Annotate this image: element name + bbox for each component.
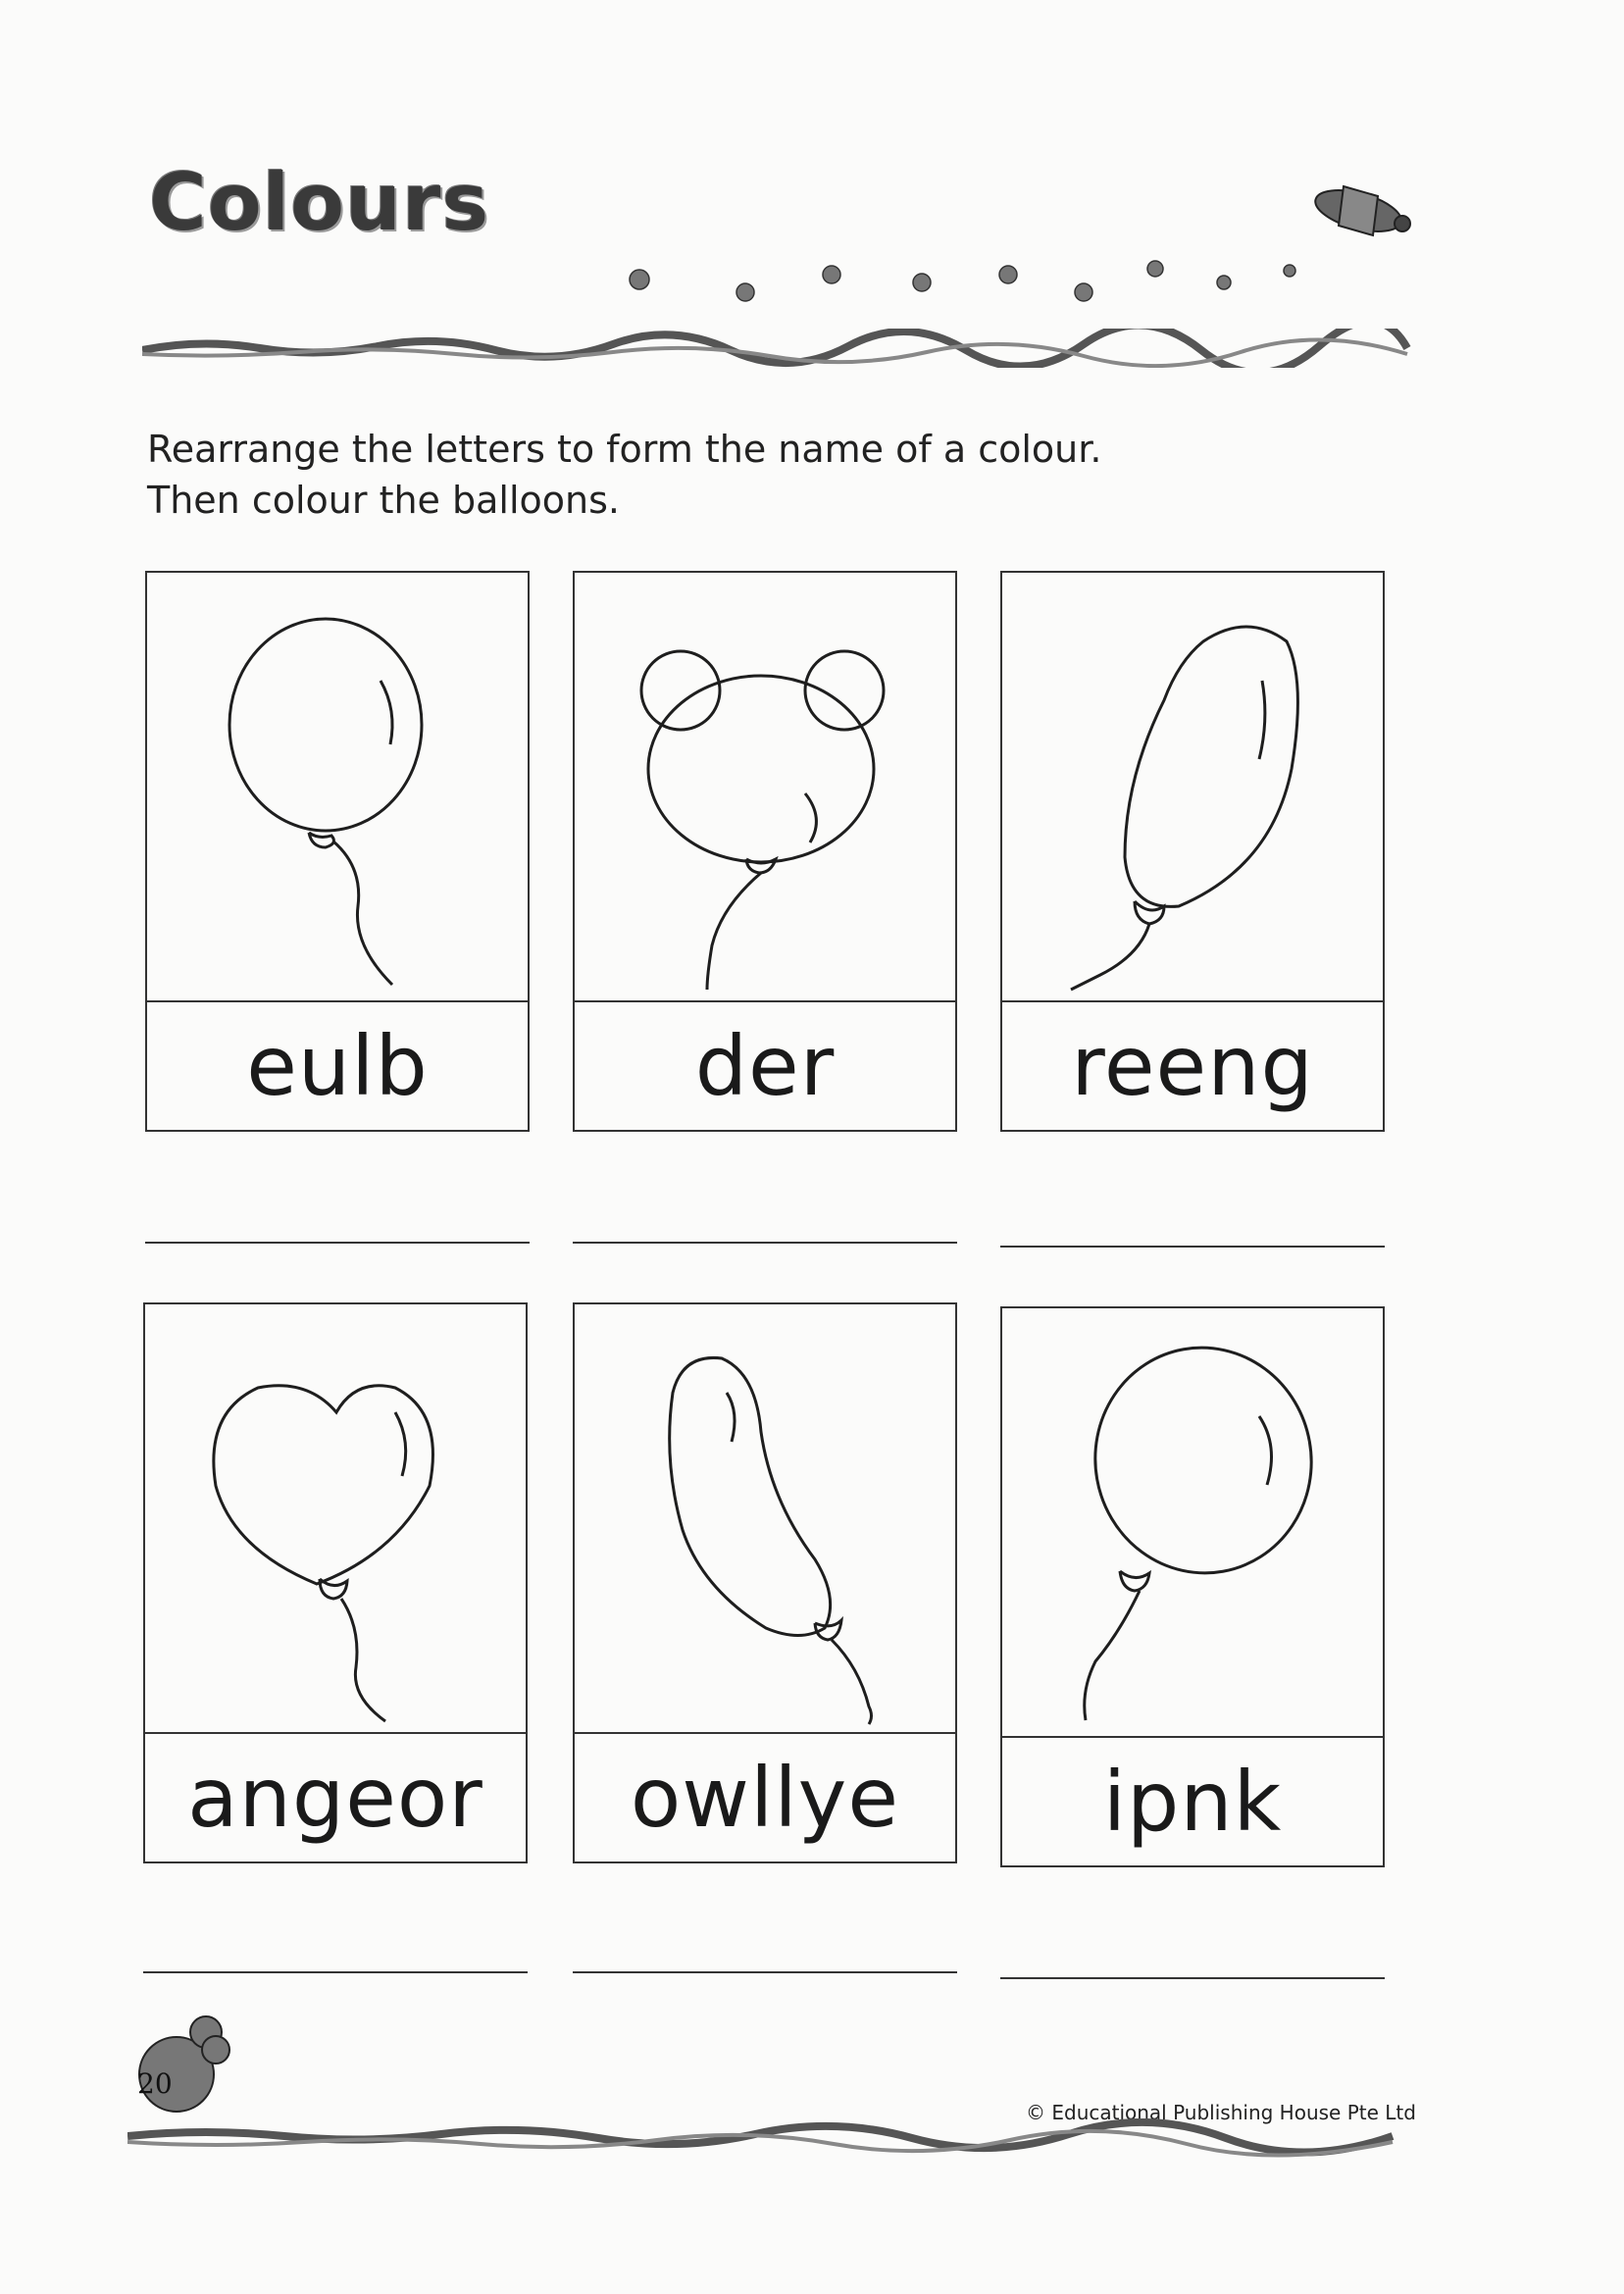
balloon-card-4 [143, 1302, 528, 1863]
instructions [147, 424, 1324, 526]
scrambled-word: owllye [630, 1750, 900, 1846]
instruction-line-1: Rearrange the letters to form the name of a colour. [147, 428, 1102, 471]
round-balloon-icon [1002, 1308, 1383, 1734]
bear-mascot-icon [127, 2011, 235, 2118]
scrambled-word: ipnk [1102, 1754, 1283, 1850]
heart-balloon-icon [145, 1304, 526, 1730]
long-balloon-icon [575, 1304, 955, 1730]
answer-line-5[interactable] [573, 1971, 957, 1973]
instruction-line-2: Then colour the balloons. [147, 479, 620, 522]
copyright-text: © Educational Publishing House Pte Ltd [1026, 2101, 1416, 2124]
bear-balloon-icon [575, 573, 955, 998]
balloon-picture [575, 573, 955, 1002]
scrambled-word: eulb [246, 1018, 429, 1114]
balloon-card-3 [1000, 571, 1385, 1132]
airplane-icon [1311, 182, 1410, 239]
airplane-trail-decoration [588, 167, 1451, 324]
grass-divider [142, 329, 1417, 368]
balloon-card-5 [573, 1302, 957, 1863]
balloon-card-2 [573, 571, 957, 1132]
page-number: 20 [137, 2067, 173, 2100]
page-title: Colours [149, 157, 490, 248]
answer-line-4[interactable] [143, 1971, 528, 1973]
scrambled-word: der [694, 1018, 836, 1114]
flower-trail-icon [630, 261, 1295, 301]
round-balloon-icon [147, 573, 528, 998]
scrambled-word: angeor [187, 1750, 483, 1846]
answer-line-2[interactable] [573, 1242, 957, 1244]
balloon-picture [1002, 1308, 1383, 1738]
balloon-picture [145, 1304, 526, 1734]
balloon-picture [1002, 573, 1383, 1002]
answer-line-1[interactable] [145, 1242, 530, 1244]
grass-divider-bottom [127, 2118, 1402, 2158]
scrambled-word: reeng [1071, 1018, 1314, 1114]
answer-line-6[interactable] [1000, 1977, 1385, 1979]
answer-line-3[interactable] [1000, 1246, 1385, 1248]
long-balloon-icon [1002, 573, 1383, 998]
balloon-card-1 [145, 571, 530, 1132]
balloon-picture [147, 573, 528, 1002]
balloon-card-6 [1000, 1306, 1385, 1867]
balloon-picture [575, 1304, 955, 1734]
